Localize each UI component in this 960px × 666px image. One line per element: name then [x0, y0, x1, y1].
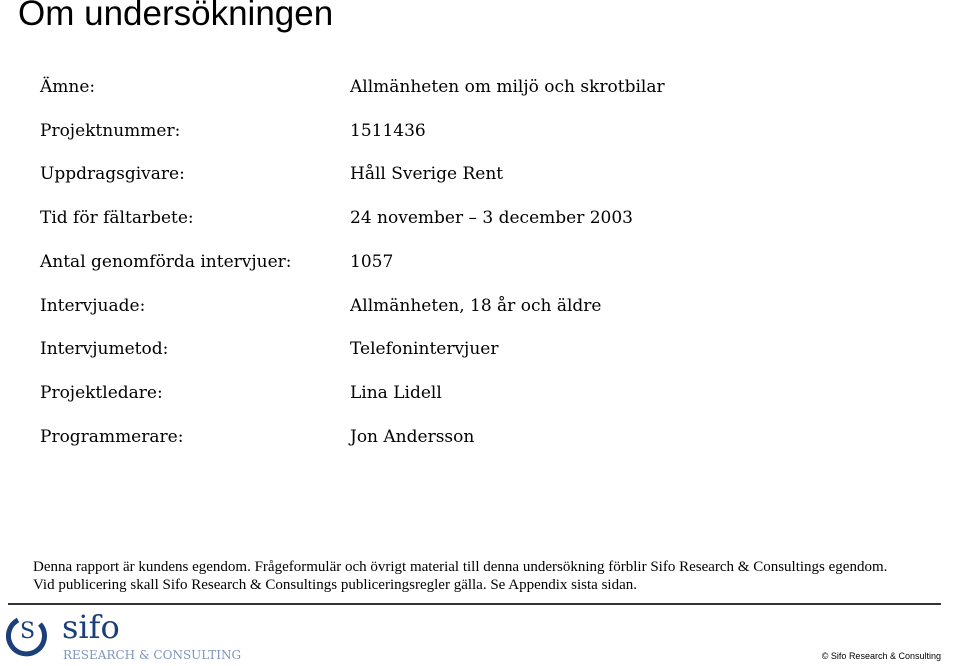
page-title: Om undersökningen: [18, 0, 334, 33]
logo-name: sifo: [62, 608, 120, 646]
info-value: 1057: [350, 251, 394, 272]
info-label: Antal genomförda intervjuer:: [40, 251, 292, 272]
info-label: Intervjumetod:: [40, 339, 169, 360]
sifo-emblem-icon: [6, 612, 51, 662]
info-value: Allmänheten, 18 år och äldre: [350, 295, 602, 316]
info-label: Programmerare:: [40, 426, 184, 447]
publication-note: Vid publicering skall Sifo Research & Consultings publiceringsregler gälla. Se Appendix sista sidan.: [33, 577, 637, 593]
logo-tagline: RESEARCH & CONSULTING: [63, 648, 242, 662]
info-label: Ämne:: [40, 77, 96, 97]
divider: [8, 603, 941, 605]
info-value: 1511436: [350, 120, 426, 141]
info-label: Projektnummer:: [40, 120, 181, 141]
info-value: 24 november – 3 december 2003: [350, 208, 633, 229]
info-label: Uppdragsgivare:: [40, 164, 185, 185]
info-value: Telefonintervjuer: [350, 339, 499, 360]
info-label: Tid för fältarbete:: [40, 208, 194, 229]
info-value: Jon Andersson: [350, 426, 475, 447]
svg-text:S: S: [20, 619, 36, 644]
info-label: Projektledare:: [40, 382, 163, 403]
sifo-logo: [6, 608, 246, 664]
info-value: Håll Sverige Rent: [350, 164, 504, 185]
info-value: Allmänheten om miljö och skrotbilar: [350, 77, 665, 97]
info-label: Intervjuade:: [40, 295, 146, 316]
info-value: Lina Lidell: [350, 382, 442, 403]
ownership-note: Denna rapport är kundens egendom. Frågeformulär och övrigt material till denna undersökning förblir Sifo Research & Consultings egendom.: [33, 559, 888, 575]
copyright: © Sifo Research & Consulting: [821, 651, 941, 661]
